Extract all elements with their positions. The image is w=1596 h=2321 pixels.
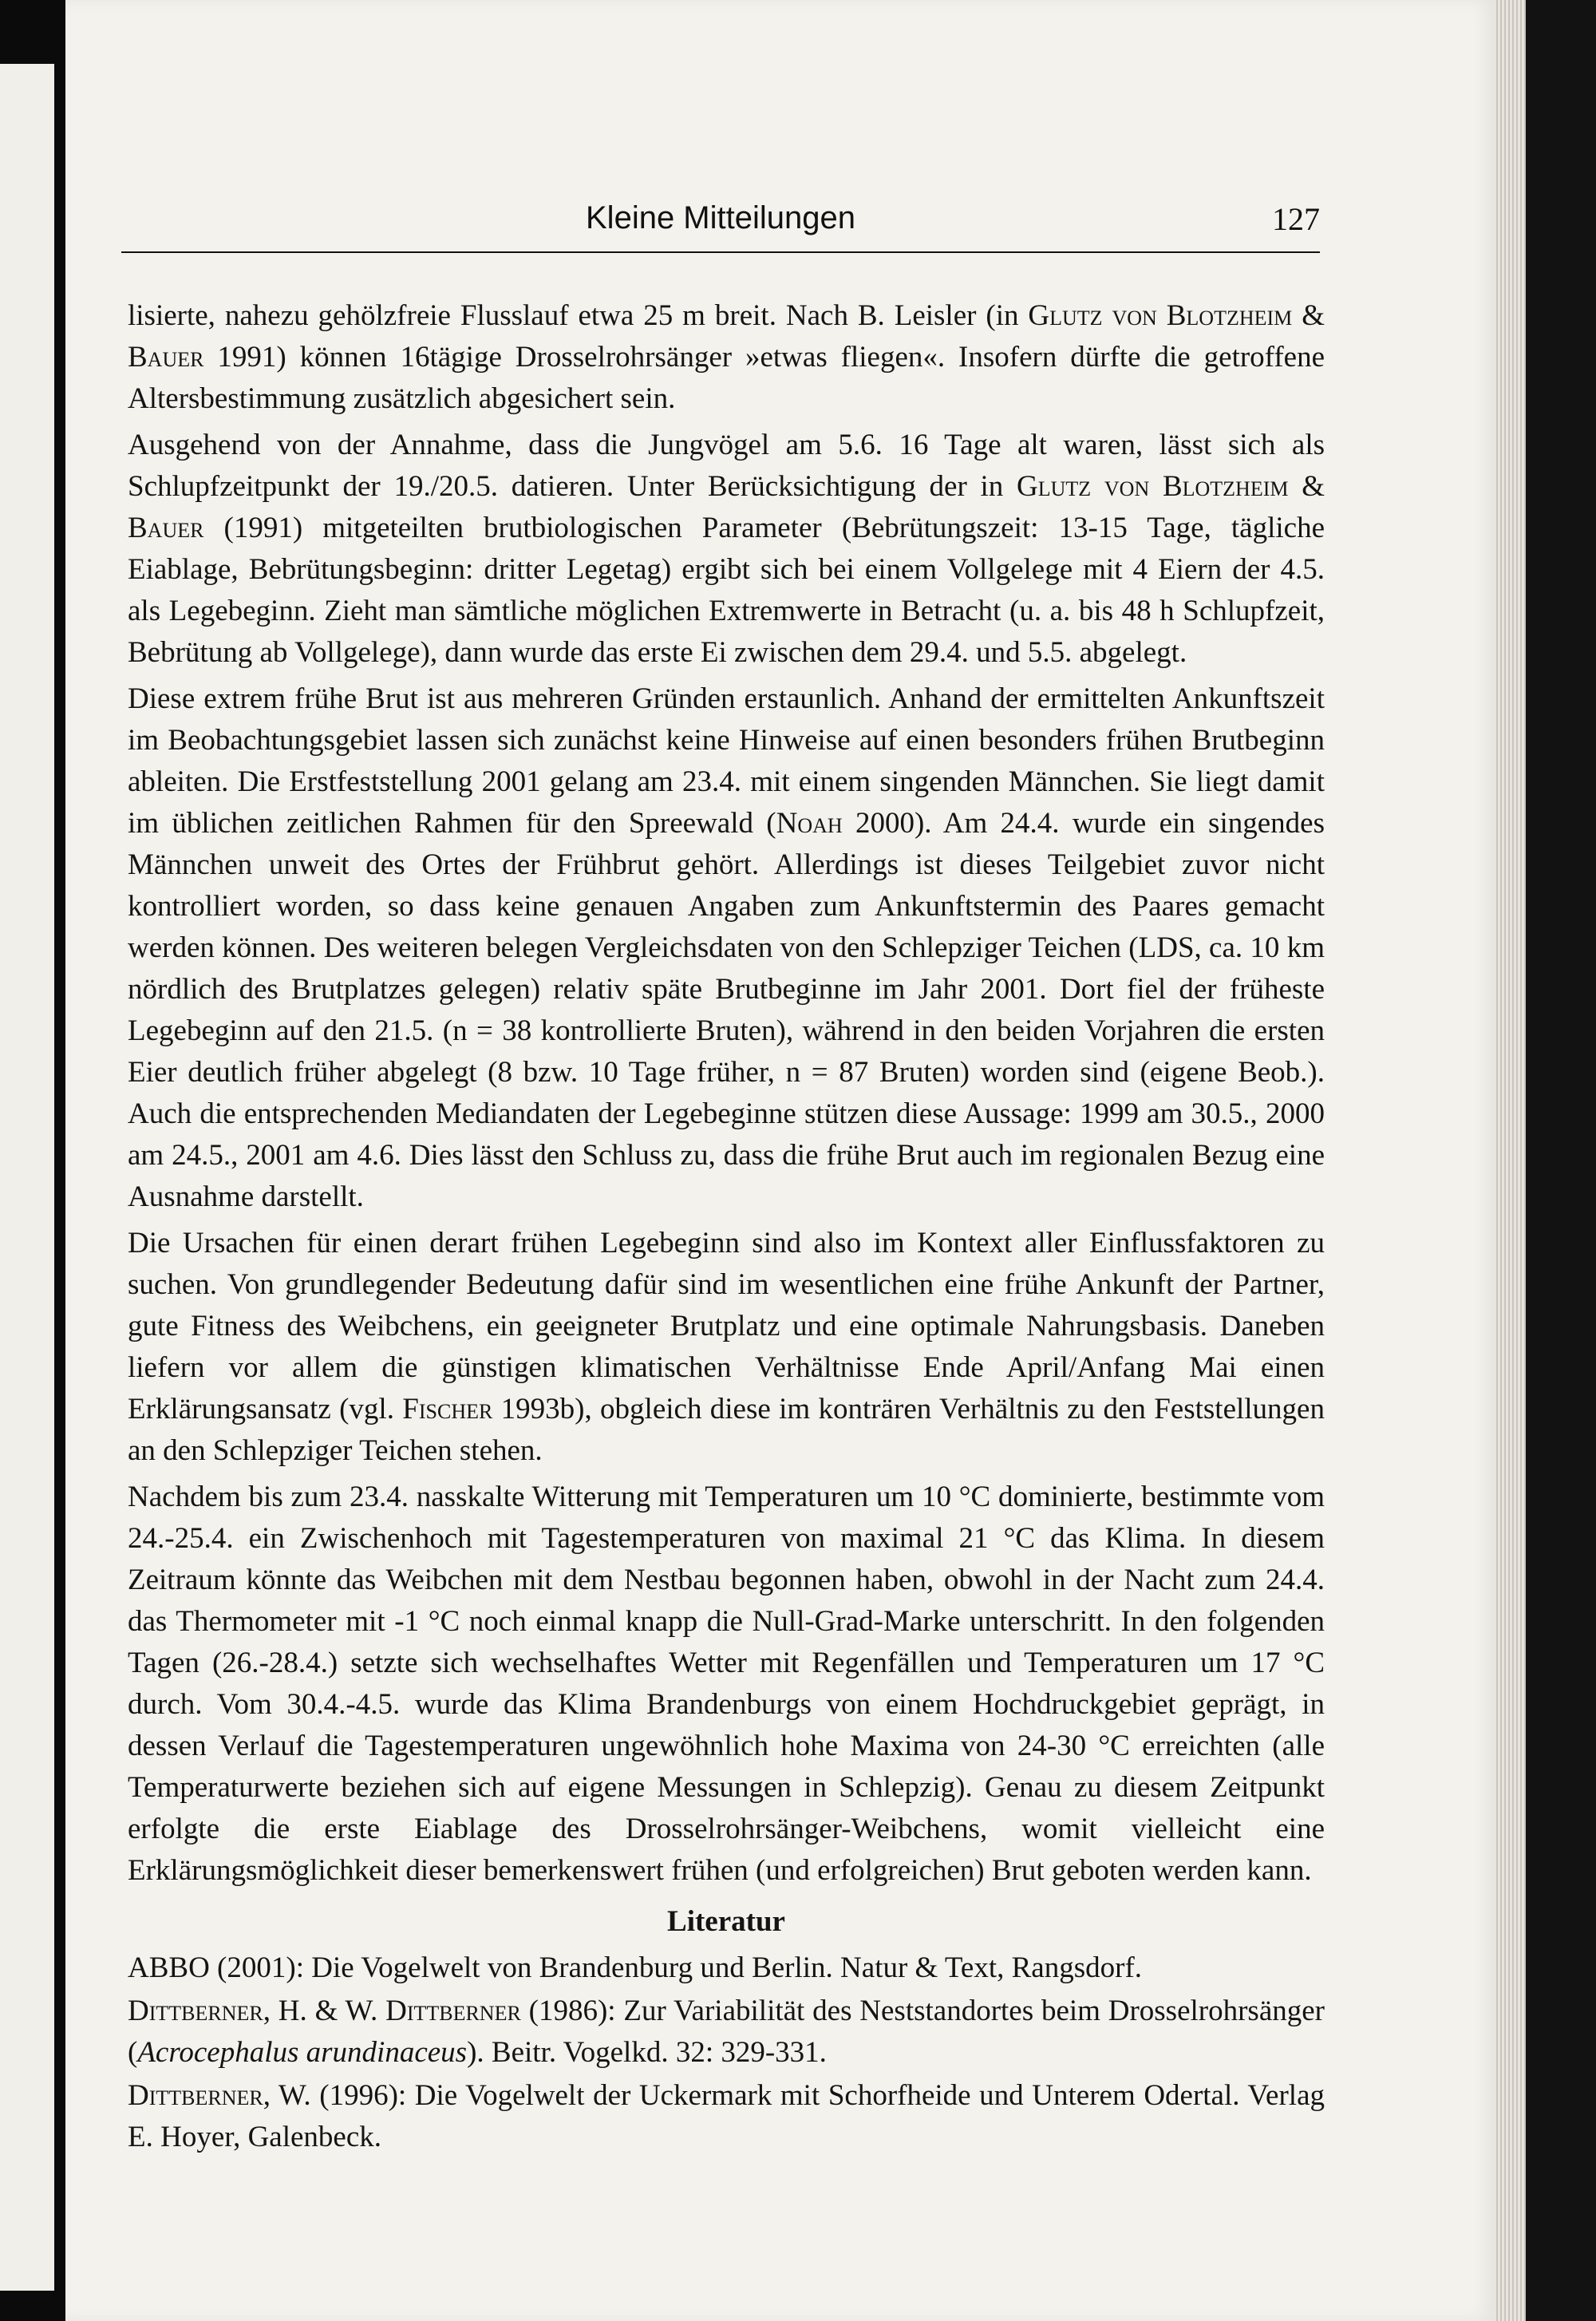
citation-author: Noah [776,807,843,840]
reference-text: (1986): Zur Variabilität des Neststandortes beim Drosselrohrsänger ( [128,1995,1325,2069]
citation-author: Fischer [402,1393,493,1425]
paragraph-4 [128,1223,1325,1472]
text-run: & [1292,299,1325,332]
paragraph-1 [128,295,1325,420]
text-run: Die Ursachen für einen derart frühen Legebeginn sind also im Kontext aller Einflussfaktoren zu suchen. Von grundlegender Bedeutung dafür sind im wesentlichen eine frühe Ankunft der Partner, gute Fitness des Weibchens, ein geeigneter Brutplatz und eine optimale Nahrungsbasis. Daneben liefern vor allem die günstigen klimatischen Verhältnisse Ende April/Anfang Mai einen Erklärungsansatz (vgl. [128,1227,1325,1425]
reference-text: , H. & W. [263,1995,386,2027]
text-run: 2000). Am 24.4. wurde ein singendes Männchen unweit des Ortes der Frühbrut gehört. Allerdings ist dieses Teilgebiet zuvor nicht kontrolliert worden, so dass keine genauen Angaben zum Ankunftstermin des Paares gemacht werden können. Des weiteren belegen Vergleichsdaten von den Schlepziger Teichen (LDS, ca. 10 km nördlich des Brutplatzes gelegen) relativ späte Brutbeginne im Jahr 2001. Dort fiel der früheste Legebeginn auf den 21.5. (n = 38 kontrollierte Bruten), während in den beiden Vorjahren die ersten Eier deutlich früher abgelegt (8 bzw. 10 Tage früher, n = 87 Bruten) worden sind (eigene Beob.). Auch die entsprechenden Mediandaten der Legebeginne stützen diese Aussage: 1999 am 30.5., 2000 am 24.5., 2001 am 4.6. Dies lässt den Schluss zu, dass die frühe Brut auch im regionalen Bezug eine Ausnahme darstellt. [128,807,1325,1213]
article-body [128,295,1325,2160]
text-run: Diese extrem frühe Brut ist aus mehreren Gründen erstaunlich. Anhand der ermittelten Ankunftszeit im Beobachtungsgebiet lassen sich zunächst keine Hinweise auf einen besonders frühen Brutbeginn ableiten. Die Erstfeststellung 2001 gelang am 23.4. mit einem singenden Männchen. Sie liegt damit im üblichen zeitlichen Rahmen für den Spreewald ( [128,682,1325,840]
text-run: lisierte, nahezu gehölzfreie Flusslauf etwa 25 m breit. Nach B. Leisler (in [128,299,1029,332]
reference-text: ). Beitr. Vogelkd. 32: 329-331. [467,2036,827,2069]
running-title: Kleine Mitteilungen [586,200,855,235]
paragraph-2 [128,425,1325,674]
reference-author: Dittberner [128,2079,263,2112]
scan-background [1526,0,1596,2321]
citation-author: Glutz von Blotzheim [1017,470,1289,503]
reference-2 [128,1991,1325,2074]
paragraph-5 [128,1477,1325,1892]
citation-author: Glutz von Blotzheim [1028,299,1293,332]
text-run: & [1288,470,1325,503]
reference-author: Dittberner [385,1995,521,2027]
species-name: Acrocephalus arundinaceus [137,2036,468,2069]
reference-3 [128,2075,1325,2158]
reference-text: ABBO (2001): Die Vogelwelt von Brandenburg und Berlin. Natur & Text, Rangsdorf. [128,1951,1143,1984]
text-run: Nachdem bis zum 23.4. nasskalte Witterung mit Temperaturen um 10 °C dominierte, bestimmte vom 24.-25.4. ein Zwischenhoch mit Tagestemperaturen von maximal 21 °C das Klima. In diesem Zeitraum könnte das Weibchen mit dem Nestbau begonnen haben, obwohl in der Nacht zum 24.4. das Thermometer mit -1 °C noch einmal knapp die Null-Grad-Marke unterschritt. In den folgenden Tagen (26.-28.4.) setzte sich wechselhaftes Wetter mit Regenfällen und Temperaturen um 17 °C durch. Vom 30.4.-4.5. wurde das Klima Brandenburgs von einem Hochdruckgebiet geprägt, in dessen Verlauf die Tagestemperaturen ungewöhnlich hohe Maxima von 24-30 °C erreichten (alle Temperaturwerte beziehen sich auf eigene Messungen in Schlepzig). Genau zu diesem Zeitpunkt erfolgte die erste Eiablage des Drosselrohrsänger-Weibchens, womit vielleicht eine Erklärungsmöglichkeit dieser bemerkenswert frühen (und erfolgreichen) Brut geboten werden kann. [128,1481,1325,1887]
literature-heading: Literatur [667,1905,785,1938]
text-run: 1993b), obgleich diese im konträren Verhältnis zu den Feststellungen an den Schlepziger Teichen stehen. [128,1393,1325,1467]
reference-author: Dittberner [128,1995,263,2027]
citation-author: Bauer [128,341,204,374]
text-run: 1991) können 16tägige Drosselrohrsänger »etwas fliegen«. Insofern dürfte die getroffene Altersbestimmung zusätzlich abgesichert sein. [128,341,1325,415]
page-header [121,196,1320,253]
page-number: 127 [1272,201,1320,237]
reference-text: , W. (1996): Die Vogelwelt der Uckermark mit Schorfheide und Unterem Odertal. Verlag E. Hoyer, Galenbeck. [128,2079,1325,2153]
paragraph-3 [128,678,1325,1218]
reference-1 [128,1947,1325,1989]
text-run: Ausgehend von der Annahme, dass die Jungvögel am 5.6. 16 Tage alt waren, lässt sich als Schlupfzeitpunkt der 19./20.5. datieren. Unter Berücksichtigung der in [128,429,1325,503]
previous-page-edge [0,64,54,2291]
text-run: (1991) mitgeteilten brutbiologischen Parameter (Bebrütungszeit: 13-15 Tage, tägliche Eiablage, Bebrütungsbeginn: dritter Legetag) ergibt sich bei einem Vollgelege mit 4 Eiern der 4.5. als Legebeginn. Zieht man sämtliche möglichen Extremwerte in Betracht (u. a. bis 48 h Schlupfzeit, Bebrütung ab Vollgelege), dann wurde das erste Ei zwischen dem 29.4. und 5.5. abgelegt. [128,512,1325,669]
page-stack-edges [1494,0,1526,2321]
citation-author: Bauer [128,512,204,544]
